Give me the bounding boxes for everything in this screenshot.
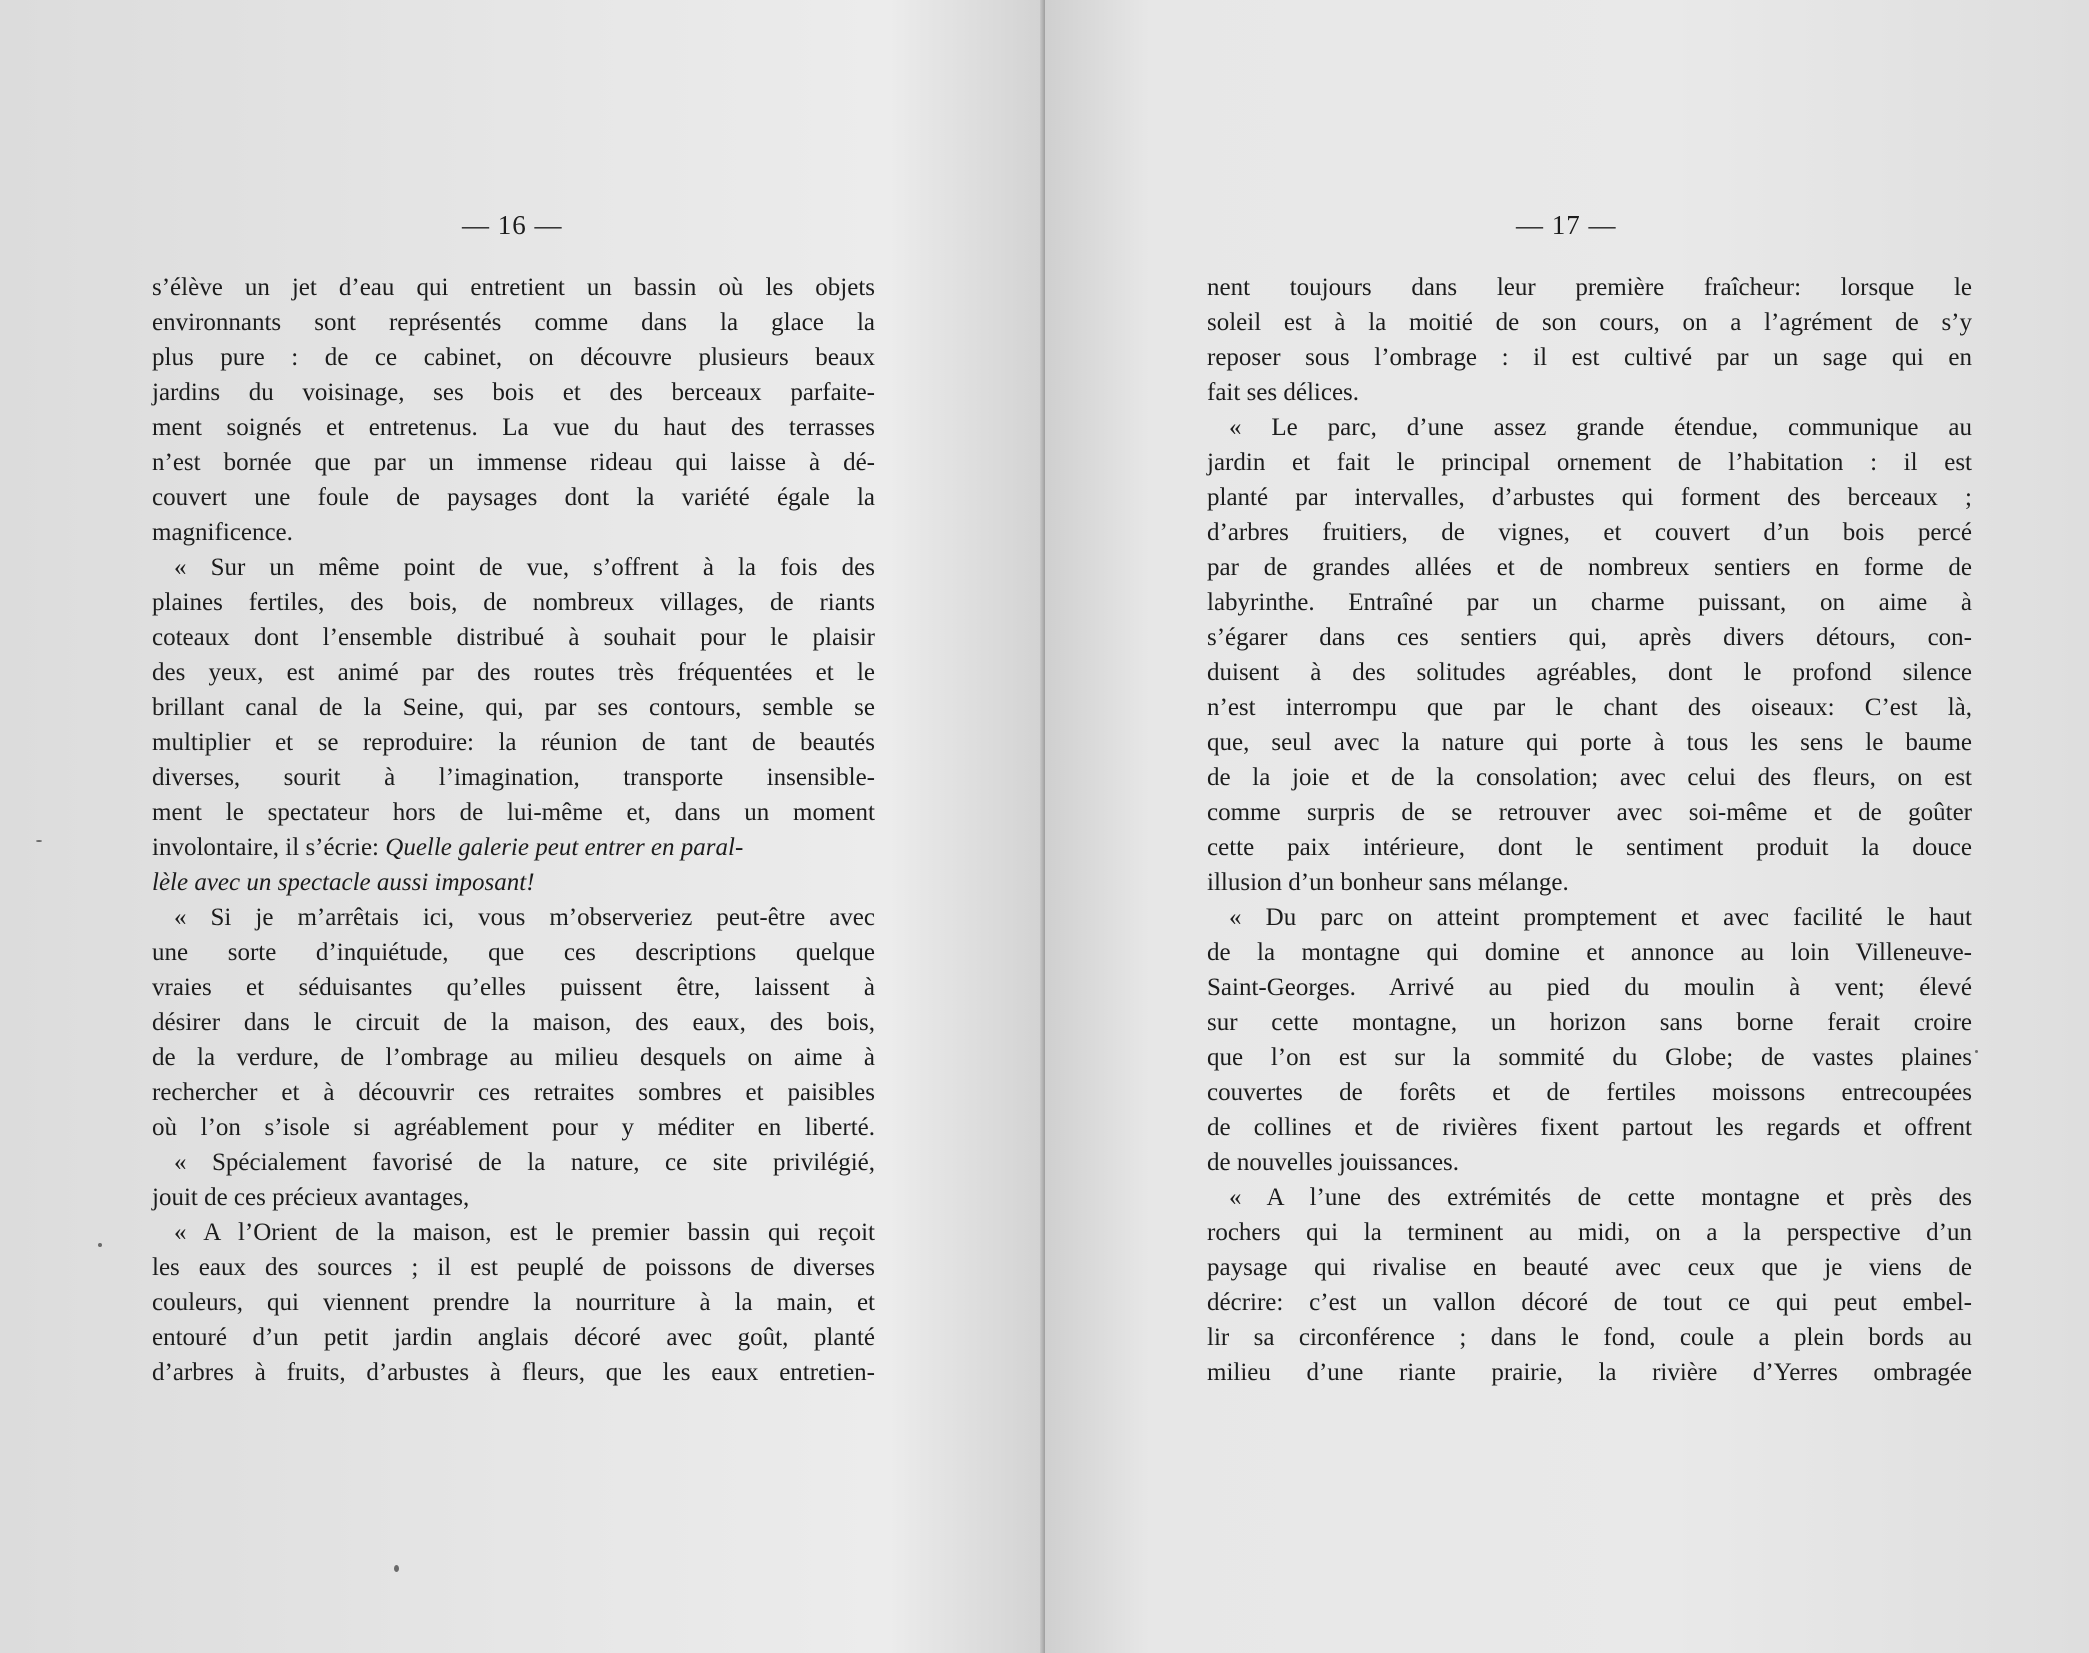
text-line: « Le parc, d’une assez grande étendue, communique au [1229, 414, 1972, 441]
text-line: des yeux, est animé par des routes très fréquentées et le [152, 659, 875, 686]
page-number-left: — 16 — [462, 210, 563, 240]
text-line: où l’on s’isole si agréablement pour y méditer en liberté. [152, 1114, 875, 1141]
text-line: multiplier et se reproduire: la réunion de tant de beautés [152, 729, 875, 756]
right-page-text [1207, 270, 1972, 1390]
paper-speck [98, 1243, 102, 1247]
text-line: entouré d’un petit jardin anglais décoré avec goût, planté [152, 1324, 875, 1351]
text-line: de collines et de rivières fixent partout les regards et offrent [1207, 1114, 1972, 1141]
paper-speck [36, 840, 42, 842]
text-line: couvertes de forêts et de fertiles moissons entrecoupées [1207, 1079, 1972, 1106]
text-line: une sorte d’inquiétude, que ces descriptions quelque [152, 939, 875, 966]
text-line: que l’on est sur la sommité du Globe; de vastes plaines [1207, 1044, 1972, 1071]
text-line: s’égarer dans ces sentiers qui, après divers détours, con- [1207, 624, 1972, 651]
text-line: sur cette montagne, un horizon sans borne ferait croire [1207, 1009, 1972, 1036]
text-line: par de grandes allées et de nombreux sentiers en forme de [1207, 554, 1972, 581]
text-line: jardins du voisinage, ses bois et des berceaux parfaite- [152, 379, 875, 406]
text-line: magnificence. [152, 519, 293, 546]
text-line: planté par intervalles, d’arbustes qui forment des berceaux ; [1207, 484, 1972, 511]
text-line: de nouvelles jouissances. [1207, 1149, 1460, 1176]
right-page [1045, 0, 2089, 1653]
text-line: illusion d’un bonheur sans mélange. [1207, 869, 1569, 896]
text-line: d’arbres fruitiers, de vignes, et couvert d’un bois percé [1207, 519, 1972, 546]
paper-speck [1975, 1050, 1978, 1053]
left-page-text [152, 270, 875, 1390]
text-line: coteaux dont l’ensemble distribué à souhait pour le plaisir [152, 624, 875, 651]
text-line: que, seul avec la nature qui porte à tous les sens le baume [1207, 729, 1972, 756]
paper-speck [394, 1565, 399, 1572]
text-line: diverses, sourit à l’imagination, transporte insensible- [152, 764, 875, 791]
text-line: rochers qui la terminent au midi, on a la perspective d’un [1207, 1219, 1972, 1246]
text-line: environnants sont représentés comme dans la glace la [152, 309, 875, 336]
text-line: n’est interrompu que par le chant des oiseaux: C’est là, [1207, 694, 1972, 721]
text-line: nent toujours dans leur première fraîcheur: lorsque le [1207, 274, 1972, 301]
text-line: jardin et fait le principal ornement de l’habitation : il est [1207, 449, 1972, 476]
text-line: désirer dans le circuit de la maison, des eaux, des bois, [152, 1009, 875, 1036]
text-line: décrire: c’est un vallon décoré de tout ce qui peut embel- [1207, 1289, 1972, 1316]
text-line: plus pure : de ce cabinet, on découvre plusieurs beaux [152, 344, 875, 371]
text-line: rechercher et à découvrir ces retraites sombres et paisibles [152, 1079, 875, 1106]
text-line-italic [152, 865, 875, 900]
text-line: lir sa circonférence ; dans le fond, coule a plein bords au [1207, 1324, 1972, 1351]
text-line: vraies et séduisantes qu’elles puissent être, laissent à [152, 974, 875, 1001]
text-line: reposer sous l’ombrage : il est cultivé par un sage qui en [1207, 344, 1972, 371]
text-line: les eaux des sources ; il est peuplé de poissons de diverses [152, 1254, 875, 1281]
text-line: « Du parc on atteint promptement et avec facilité le haut [1229, 904, 1972, 931]
text-line: « Si je m’arrêtais ici, vous m’observeriez peut-être avec [174, 904, 875, 931]
text-line: n’est bornée que par un immense rideau qui laisse à dé- [152, 449, 875, 476]
text-line: paysage qui rivalise en beauté avec ceux que je viens de [1207, 1254, 1972, 1281]
text-line-roman: involontaire, il s’écrie: [152, 834, 380, 861]
text-line: couvert une foule de paysages dont la variété égale la [152, 484, 875, 511]
text-line: Saint-Georges. Arrivé au pied du moulin à vent; élevé [1207, 974, 1972, 1001]
text-line: d’arbres à fruits, d’arbustes à fleurs, que les eaux entretien- [152, 1359, 875, 1386]
text-line: « Sur un même point de vue, s’offrent à la fois des [174, 554, 875, 581]
text-line: de la joie et de la consolation; avec celui des fleurs, on est [1207, 764, 1972, 791]
text-line: ment soignés et entretenus. La vue du haut des terrasses [152, 414, 875, 441]
text-line: de la verdure, de l’ombrage au milieu desquels on aime à [152, 1044, 875, 1071]
text-line: soleil est à la moitié de son cours, on a l’agrément de s’y [1207, 309, 1972, 336]
text-line [152, 830, 875, 865]
page-number-right: — 17 — [1516, 210, 1617, 240]
text-line: couleurs, qui viennent prendre la nourriture à la main, et [152, 1289, 875, 1316]
text-line: fait ses délices. [1207, 379, 1360, 406]
text-line-italic: lèle avec un spectacle aussi imposant! [152, 869, 535, 896]
text-line: de la montagne qui domine et annonce au loin Villeneuve- [1207, 939, 1972, 966]
text-line: s’élève un jet d’eau qui entretient un bassin où les objets [152, 274, 875, 301]
text-line: labyrinthe. Entraîné par un charme puissant, on aime à [1207, 589, 1972, 616]
text-line: « Spécialement favorisé de la nature, ce site privilégié, [174, 1149, 875, 1176]
text-line: comme surpris de se retrouver avec soi-même et de goûter [1207, 799, 1972, 826]
text-line: « A l’Orient de la maison, est le premier bassin qui reçoit [174, 1219, 875, 1246]
text-line: plaines fertiles, des bois, de nombreux villages, de riants [152, 589, 875, 616]
text-line: ment le spectateur hors de lui-même et, dans un moment [152, 799, 875, 826]
text-line: jouit de ces précieux avantages, [152, 1184, 470, 1211]
text-line: brillant canal de la Seine, qui, par ses contours, semble se [152, 694, 875, 721]
text-line: duisent à des solitudes agréables, dont le profond silence [1207, 659, 1972, 686]
text-line: milieu d’une riante prairie, la rivière d’Yerres ombragée [1207, 1359, 1972, 1386]
text-line: « A l’une des extrémités de cette montagne et près des [1229, 1184, 1972, 1211]
text-line: cette paix intérieure, dont le sentiment produit la douce [1207, 834, 1972, 861]
text-line-italic: Quelle galerie peut entrer en paral- [385, 834, 744, 861]
